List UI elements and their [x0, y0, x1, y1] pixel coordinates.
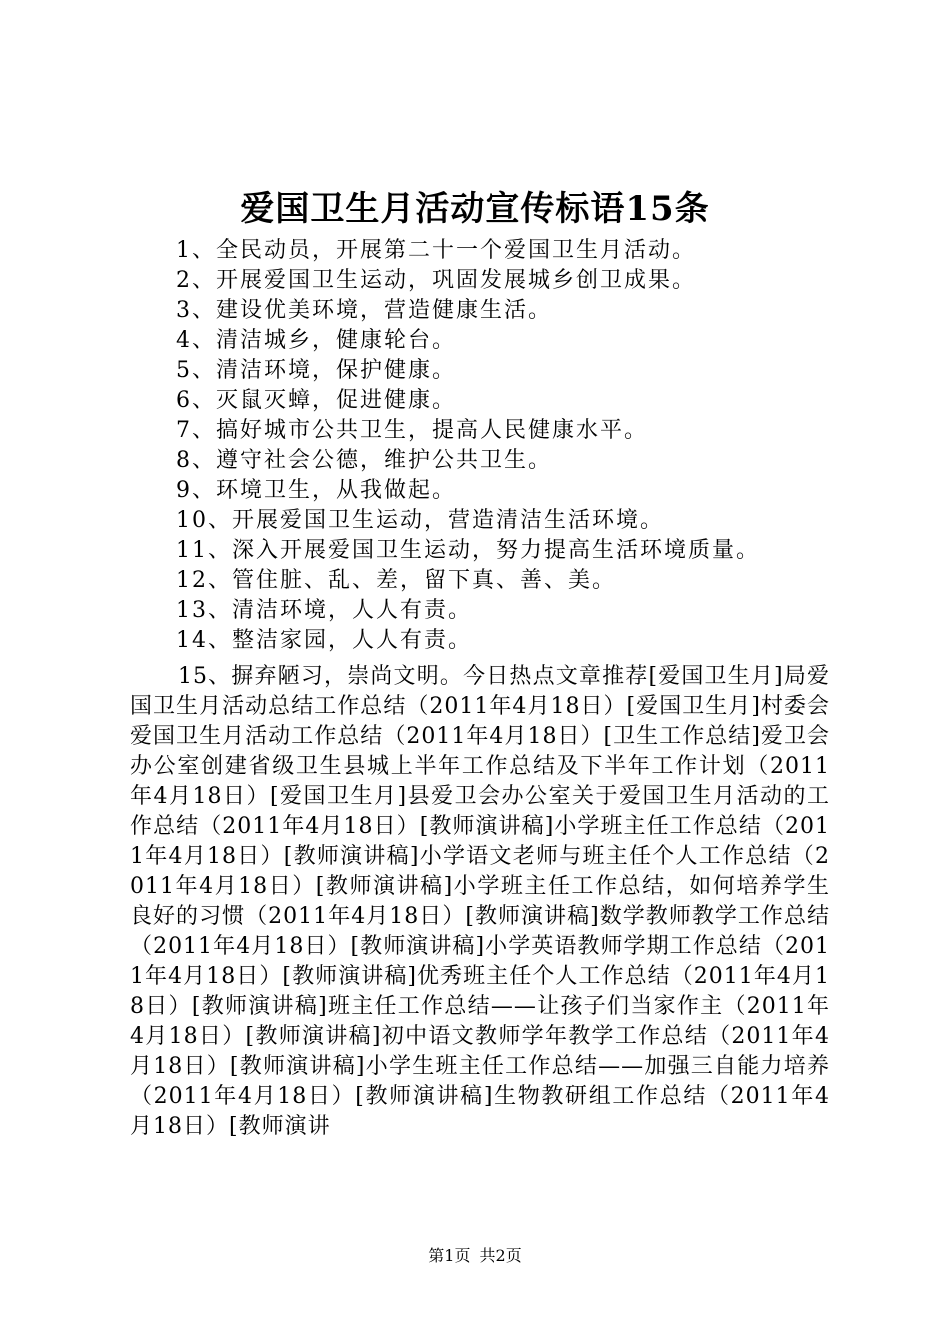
page-number: 第1页 — [428, 1246, 471, 1265]
list-item: 14、整洁家园，人人有责。 — [176, 628, 472, 653]
slogan-list — [176, 236, 760, 656]
page-footer — [0, 1246, 950, 1266]
list-item: 10、开展爱国卫生运动，营造清洁生活环境。 — [176, 508, 664, 533]
list-item: 7、搞好城市公共卫生，提高人民健康水平。 — [176, 418, 648, 443]
list-item: 11、深入开展爱国卫生运动，努力提高生活环境质量。 — [176, 538, 760, 563]
list-item: 9、环境卫生，从我做起。 — [176, 478, 456, 503]
page-total: 共2页 — [479, 1246, 522, 1265]
list-item: 5、清洁环境，保护健康。 — [176, 358, 456, 383]
page-title: 爱国卫生月活动宣传标语15条 — [240, 189, 710, 229]
list-item: 3、建设优美环境，营造健康生活。 — [176, 298, 552, 323]
list-item: 13、清洁环境，人人有责。 — [176, 598, 472, 623]
list-item: 12、管住脏、乱、差，留下真、善、美。 — [176, 568, 616, 593]
list-item: 1、全民动员，开展第二十一个爱国卫生月活动。 — [176, 238, 696, 263]
list-item: 4、清洁城乡，健康轮台。 — [176, 328, 456, 353]
list-item: 6、灭鼠灭蟑，促进健康。 — [176, 388, 456, 413]
list-item: 8、遵守社会公德，维护公共卫生。 — [176, 448, 552, 473]
list-item: 2、开展爱国卫生运动，巩固发展城乡创卫成果。 — [176, 268, 696, 293]
body-paragraph: 15、摒弃陋习，崇尚文明。今日热点文章推荐[爱国卫生月]局爱国卫生月活动总结工作总结（2011年4月18日）[爱国卫生月]村委会爱国卫生月活动工作总结（2011年4月18日）[卫生工作总结]爱卫会办公室创建省级卫生县城上半年工作总结及下半年工作计划（2011年4月18日）[爱国卫生月]县爱卫会办公室关于爱国卫生月活动的工作总结（2011年4月18日）[教师演讲稿]小学班主任工作总结（2011年4月18日）[教师演讲稿]小学语文老师与班主任个人工作总结（2011年4月18日）[教师演讲稿]小学班主任工作总结，如何培养学生良好的习惯（2011年4月18日）[教师演讲稿]数学教师教学工作总结（2011年4月18日）[教师演讲稿]小学英语教师学期工作总结（2011年4月18日）[教师演讲稿]优秀班主任个人工作总结（2011年4月18日）[教师演讲稿]班主任工作总结——让孩子们当家作主（2011年4月18日）[教师演讲稿]初中语文教师学年教学工作总结（2011年4月18日）[教师演讲稿]小学生班主任工作总结——加强三自能力培养（2011年4月18日）[教师演讲稿]生物教研组工作总结（2011年4月18日）[教师演讲 — [130, 664, 830, 1139]
